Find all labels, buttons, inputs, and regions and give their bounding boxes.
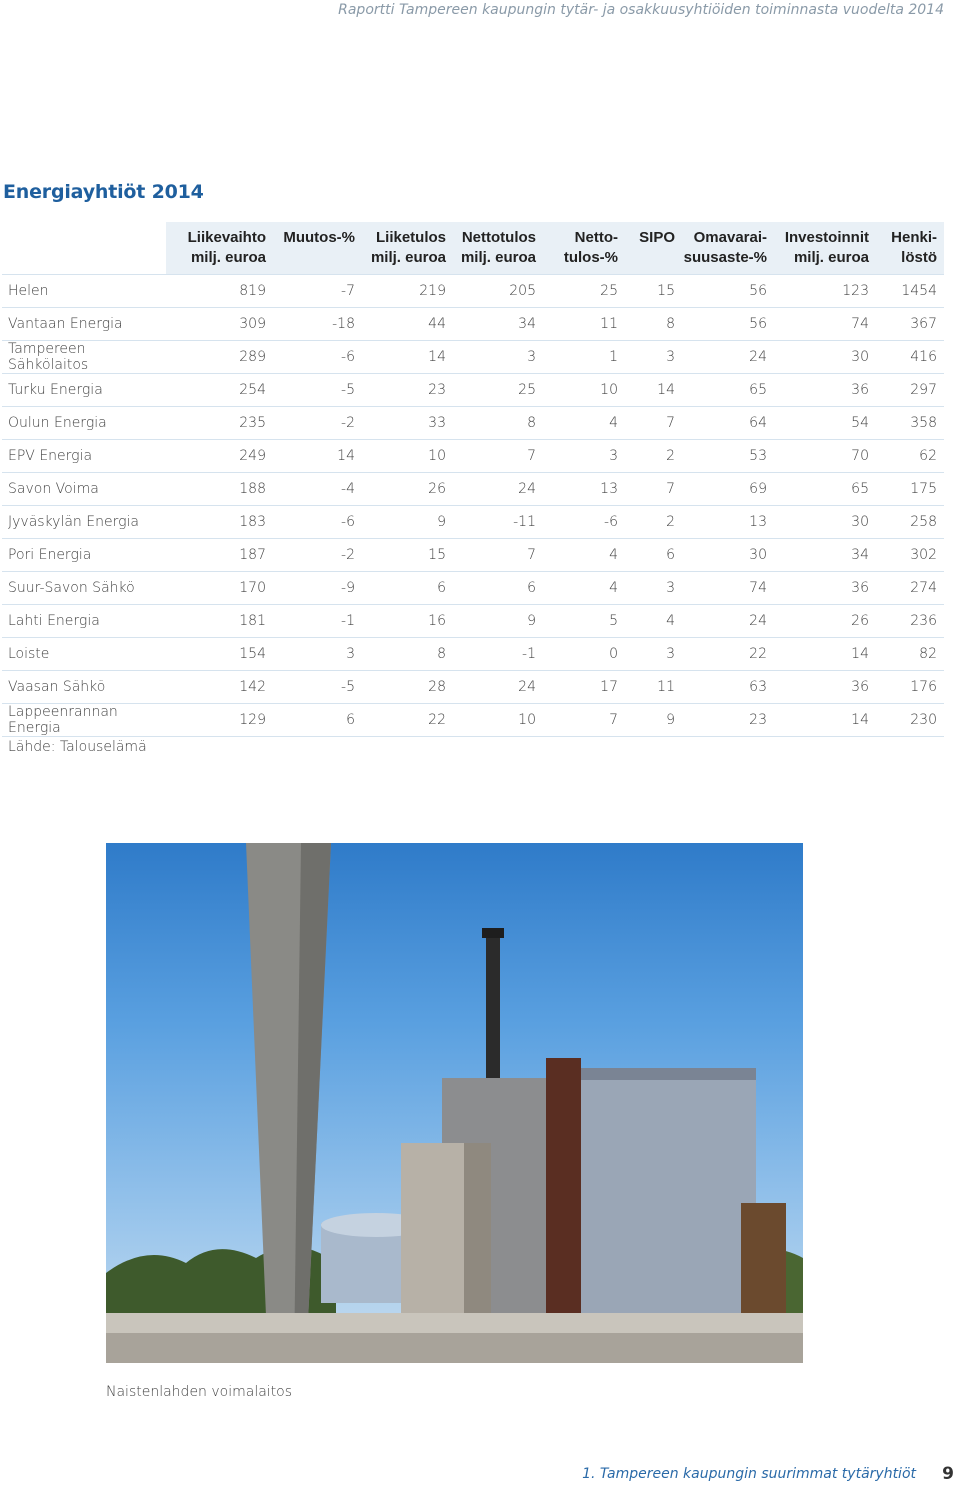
footer-chapter: 1. Tampereen kaupungin suurimmat tytäryhtiöt [582,1466,916,1482]
table-row [2,539,944,572]
table-cell: 10 [453,704,543,737]
table-cell: 258 [876,506,944,539]
table-cell: -11 [453,506,543,539]
photo-caption: Naistenlahden voimalaitos [106,1384,293,1400]
table-cell: 181 [166,605,273,638]
table-cell: 3 [625,638,682,671]
table-cell: 15 [362,539,453,572]
table-cell: 10 [362,440,453,473]
table-row [2,374,944,407]
column-header: Netto- tulos-% [543,222,625,275]
table-cell: 13 [682,506,774,539]
table-cell: 7 [625,473,682,506]
company-name: Turku Energia [2,374,166,407]
table-cell: 1 [543,341,625,374]
running-header: Raportti Tampereen kaupungin tytär- ja osakkuusyhtiöiden toiminnasta vuodelta 2014 [338,2,944,18]
table-cell: -7 [273,275,362,308]
table-cell: 9 [362,506,453,539]
table-cell: 56 [682,275,774,308]
table-cell: 6 [625,539,682,572]
table-cell: 416 [876,341,944,374]
table-cell: -5 [273,671,362,704]
table-cell: 63 [682,671,774,704]
table-cell: 24 [453,671,543,704]
table-cell: 358 [876,407,944,440]
table-cell: 14 [774,638,876,671]
table-cell: 230 [876,704,944,737]
column-header: Liiketulos milj. euroa [362,222,453,275]
table-row [2,506,944,539]
table-cell: 28 [362,671,453,704]
column-header-company [2,222,166,275]
table-cell: 11 [625,671,682,704]
page-number: 9 [942,1464,954,1484]
table-cell: 25 [543,275,625,308]
table-cell: 3 [625,572,682,605]
table-cell: 16 [362,605,453,638]
table-cell: 74 [682,572,774,605]
company-name: Helen [2,275,166,308]
table-cell: 34 [774,539,876,572]
table-cell: 302 [876,539,944,572]
table-cell: 56 [682,308,774,341]
table-cell: 219 [362,275,453,308]
table-cell: 62 [876,440,944,473]
table-cell: 36 [774,374,876,407]
table-cell: 6 [273,704,362,737]
table-cell: -5 [273,374,362,407]
table-cell: 2 [625,440,682,473]
table-cell: 8 [362,638,453,671]
table-cell: 205 [453,275,543,308]
table-cell: 74 [774,308,876,341]
table-cell: 175 [876,473,944,506]
section-title: Energiayhtiöt 2014 [3,181,204,203]
table-row [2,440,944,473]
table-cell: 17 [543,671,625,704]
table-cell: 8 [453,407,543,440]
table-cell: 5 [543,605,625,638]
table-cell: -18 [273,308,362,341]
table-cell: 3 [625,341,682,374]
table-cell: 187 [166,539,273,572]
column-header: Muutos-% [273,222,362,275]
table-row [2,605,944,638]
table-cell: 24 [453,473,543,506]
table-cell: 154 [166,638,273,671]
table-cell: 236 [876,605,944,638]
table-cell: 25 [453,374,543,407]
company-name: Loiste [2,638,166,671]
table-cell: -2 [273,407,362,440]
column-header: Nettotulos milj. euroa [453,222,543,275]
table-cell: 0 [543,638,625,671]
table-cell: 14 [362,341,453,374]
table-cell: 3 [543,440,625,473]
table-cell: -1 [273,605,362,638]
table-cell: 24 [682,605,774,638]
table-cell: 65 [774,473,876,506]
company-name: EPV Energia [2,440,166,473]
table-cell: 6 [362,572,453,605]
table-cell: 53 [682,440,774,473]
table-cell: 4 [625,605,682,638]
table-cell: 129 [166,704,273,737]
table-cell: 11 [543,308,625,341]
table-cell: 274 [876,572,944,605]
table-cell: 82 [876,638,944,671]
table-cell: 23 [362,374,453,407]
table-cell: 254 [166,374,273,407]
table-row [2,275,944,308]
table-cell: 26 [774,605,876,638]
table-cell: 3 [273,638,362,671]
table-cell: 7 [453,440,543,473]
table-cell: 7 [453,539,543,572]
table-cell: -4 [273,473,362,506]
company-name: Lahti Energia [2,605,166,638]
table-cell: 26 [362,473,453,506]
table-cell: 69 [682,473,774,506]
table-cell: 7 [625,407,682,440]
table-cell: 297 [876,374,944,407]
table-cell: 4 [543,539,625,572]
column-header: Investoinnit milj. euroa [774,222,876,275]
company-name: Tampereen Sähkölaitos [2,341,166,374]
source-note: Lähde: Talouselämä [8,739,147,755]
table-cell: 367 [876,308,944,341]
table-cell: 3 [453,341,543,374]
company-name: Suur-Savon Sähkö [2,572,166,605]
column-header: Henki- löstö [876,222,944,275]
table-cell: 176 [876,671,944,704]
table-cell: 183 [166,506,273,539]
table-row [2,341,944,374]
table-cell: 2 [625,506,682,539]
table-cell: 30 [774,341,876,374]
table-cell: 30 [774,506,876,539]
table-cell: -6 [273,341,362,374]
table-cell: 14 [625,374,682,407]
table-cell: 13 [543,473,625,506]
table-cell: -6 [273,506,362,539]
table-cell: 1454 [876,275,944,308]
table-cell: 235 [166,407,273,440]
table-cell: 23 [682,704,774,737]
table-cell: 36 [774,671,876,704]
table-cell: 15 [625,275,682,308]
company-name: Vantaan Energia [2,308,166,341]
table-cell: 142 [166,671,273,704]
table-cell: 188 [166,473,273,506]
table-cell: 33 [362,407,453,440]
company-name: Savon Voima [2,473,166,506]
company-name: Pori Energia [2,539,166,572]
table-cell: 64 [682,407,774,440]
table-row [2,671,944,704]
table-row [2,407,944,440]
table-cell: 22 [362,704,453,737]
table-cell: 9 [625,704,682,737]
table-cell: 4 [543,407,625,440]
table-cell: 309 [166,308,273,341]
table-cell: 44 [362,308,453,341]
table-cell: 819 [166,275,273,308]
table-cell: -9 [273,572,362,605]
company-name: Vaasan Sähkö [2,671,166,704]
table-cell: 70 [774,440,876,473]
column-header: Liikevaihto milj. euroa [166,222,273,275]
table-row [2,704,944,737]
table-cell: 14 [273,440,362,473]
table-cell: 6 [453,572,543,605]
table-cell: 8 [625,308,682,341]
table-row [2,638,944,671]
table-cell: 170 [166,572,273,605]
table-cell: 14 [774,704,876,737]
table-cell: 10 [543,374,625,407]
company-name: Oulun Energia [2,407,166,440]
table-row [2,473,944,506]
table-cell: 4 [543,572,625,605]
table-cell: 36 [774,572,876,605]
table-cell: 65 [682,374,774,407]
table-cell: -2 [273,539,362,572]
table-header-row [2,222,944,275]
company-name: Lappeenrannan Energia [2,704,166,737]
table-cell: -6 [543,506,625,539]
table-cell: 24 [682,341,774,374]
table-cell: 7 [543,704,625,737]
table-cell: 54 [774,407,876,440]
column-header: Omavarai- suusaste-% [682,222,774,275]
table-cell: -1 [453,638,543,671]
table-cell: 249 [166,440,273,473]
table-cell: 34 [453,308,543,341]
power-plant-photo [106,843,803,1363]
table-cell: 289 [166,341,273,374]
table-cell: 9 [453,605,543,638]
table-cell: 22 [682,638,774,671]
table-cell: 123 [774,275,876,308]
table-cell: 30 [682,539,774,572]
table-row [2,308,944,341]
table-row [2,572,944,605]
column-header: SIPO [625,222,682,275]
company-name: Jyväskylän Energia [2,506,166,539]
energy-companies-table [2,222,937,737]
